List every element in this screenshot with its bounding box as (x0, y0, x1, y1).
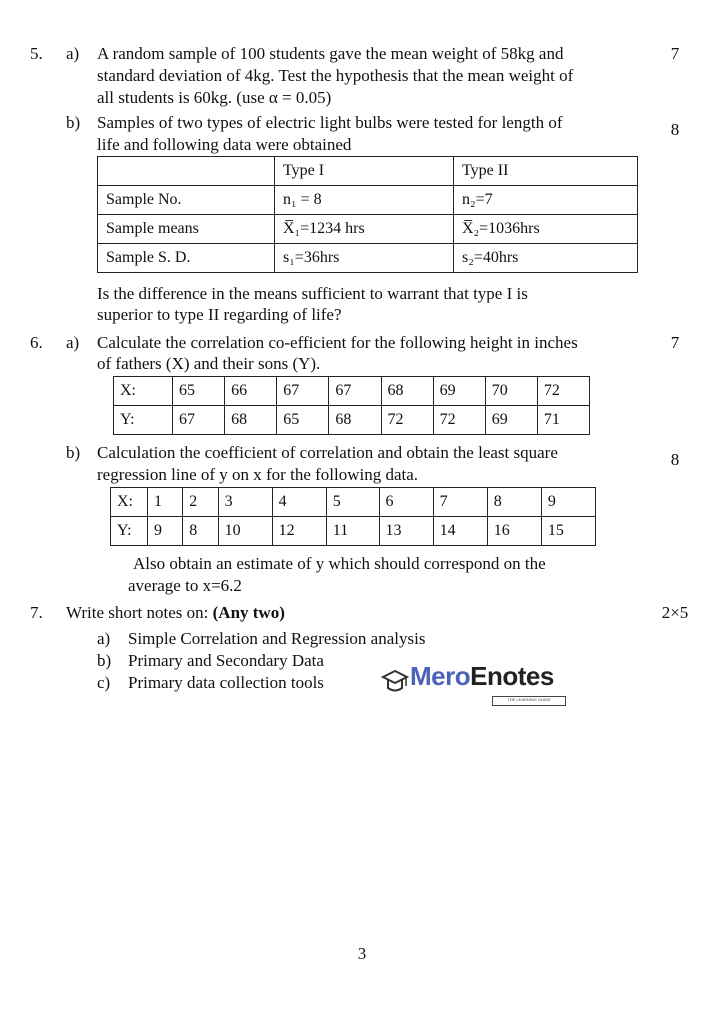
table-cell: 68 (329, 406, 381, 435)
table-header: Type I (275, 157, 454, 186)
table-cell: 6 (379, 488, 433, 517)
q7-item-c-label: c) (97, 673, 111, 692)
logo-enotes: Enotes (470, 661, 554, 691)
q5b-after-2: superior to type II regarding of life? (97, 305, 342, 324)
table-row (111, 517, 596, 546)
table-cell: 4 (272, 488, 326, 517)
table-cell: 2 (183, 488, 218, 517)
table-cell: 8 (183, 517, 218, 546)
q5b-line-2: life and following data were obtained (97, 135, 352, 154)
table-cell: 66 (225, 377, 277, 406)
table-cell: X̅₂=1036hrs (454, 215, 638, 244)
table-cell: 65 (173, 377, 225, 406)
table-cell: 68 (381, 377, 433, 406)
table-cell: 3 (218, 488, 272, 517)
table-cell: 16 (487, 517, 541, 546)
table-cell: 13 (379, 517, 433, 546)
table-cell: 68 (225, 406, 277, 435)
q5b-line-1: Samples of two types of electric light bulbs were tested for length of (97, 113, 563, 132)
table-cell: 9 (148, 517, 183, 546)
q5-number: 5. (30, 44, 43, 63)
page-number: 3 (357, 944, 367, 963)
q5a-marks: 7 (670, 44, 680, 63)
table-cell: 7 (433, 488, 487, 517)
table-cell: 70 (485, 377, 537, 406)
q7-marks: 2×5 (661, 603, 689, 622)
table-cell (98, 157, 275, 186)
table-cell: 72 (381, 406, 433, 435)
table-cell: 15 (541, 517, 595, 546)
q5b-marks: 8 (670, 120, 680, 139)
bulb-data-table (97, 156, 638, 273)
q6b-label: b) (66, 443, 81, 462)
q6b-line-1: Calculation the coefficient of correlation and obtain the least square (97, 443, 558, 462)
q7-item-b-label: b) (97, 651, 112, 670)
q5a-line-3: all students is 60kg. (use α = 0.05) (97, 88, 332, 107)
table-cell: 67 (329, 377, 381, 406)
table-cell: Sample means (98, 215, 275, 244)
q5a-label: a) (66, 44, 80, 63)
q7-number: 7. (30, 603, 43, 622)
q7-prompt (66, 603, 285, 623)
table-row-label: Y: (114, 406, 173, 435)
table-cell: s₂=40hrs (454, 244, 638, 273)
table-row (98, 244, 638, 273)
q7-item-a-label: a) (97, 629, 111, 648)
q5a-line-1: A random sample of 100 students gave the mean weight of 58kg and (97, 44, 564, 63)
q6a-line-2: of fathers (X) and their sons (Y). (97, 354, 321, 373)
table-cell: 69 (485, 406, 537, 435)
table-cell: 1 (148, 488, 183, 517)
graduation-cap-icon (380, 666, 410, 696)
logo-mero: Mero (410, 661, 471, 691)
q6a-label: a) (66, 333, 80, 352)
table-cell: 8 (487, 488, 541, 517)
meroenotes-logo (380, 662, 580, 702)
table-cell: n₁ = 8 (275, 186, 454, 215)
table-row (114, 406, 590, 435)
regression-table (110, 487, 596, 546)
q7-text: Write short notes on: (66, 603, 213, 622)
table-cell: 65 (277, 406, 329, 435)
q6b-after-2: average to x=6.2 (128, 576, 242, 595)
q6b-marks: 8 (670, 450, 680, 469)
table-cell: 67 (277, 377, 329, 406)
table-row-label: Y: (111, 517, 148, 546)
q7-item-a: Simple Correlation and Regression analysis (128, 629, 426, 648)
q7-item-b: Primary and Secondary Data (128, 651, 324, 670)
q5a-line-2: standard deviation of 4kg. Test the hypothesis that the mean weight of (97, 66, 574, 85)
table-header: Type II (454, 157, 638, 186)
table-row-label: X: (114, 377, 173, 406)
table-row (111, 488, 596, 517)
q6-number: 6. (30, 333, 43, 352)
table-row (98, 157, 638, 186)
logo-wordmark (410, 661, 554, 691)
q6a-marks: 7 (670, 333, 680, 352)
table-cell: Sample S. D. (98, 244, 275, 273)
table-cell: X̅₁=1234 hrs (275, 215, 454, 244)
q5b-after-1: Is the difference in the means sufficient to warrant that type I is (97, 284, 528, 303)
table-cell: Sample No. (98, 186, 275, 215)
q6b-line-2: regression line of y on x for the following data. (97, 465, 419, 484)
height-table (113, 376, 590, 435)
table-cell: 11 (326, 517, 379, 546)
q6a-line-1: Calculate the correlation co-efficient for the following height in inches (97, 333, 578, 352)
table-cell: 12 (272, 517, 326, 546)
table-cell: 71 (537, 406, 589, 435)
table-cell: 67 (173, 406, 225, 435)
table-row (98, 215, 638, 244)
table-row (114, 377, 590, 406)
table-cell: n₂=7 (454, 186, 638, 215)
table-row-label: X: (111, 488, 148, 517)
table-cell: 9 (541, 488, 595, 517)
table-cell: 5 (326, 488, 379, 517)
table-row (98, 186, 638, 215)
q6b-after-1: Also obtain an estimate of y which should correspond on the (133, 554, 546, 573)
q7-any-two: (Any two) (212, 603, 285, 622)
q5b-label: b) (66, 113, 81, 132)
table-cell: 72 (537, 377, 589, 406)
logo-tagline: THE LEARNING GUIDE (492, 696, 566, 706)
table-cell: s₁=36hrs (275, 244, 454, 273)
table-cell: 69 (433, 377, 485, 406)
table-cell: 72 (433, 406, 485, 435)
table-cell: 10 (218, 517, 272, 546)
q7-item-c: Primary data collection tools (128, 673, 324, 692)
table-cell: 14 (433, 517, 487, 546)
